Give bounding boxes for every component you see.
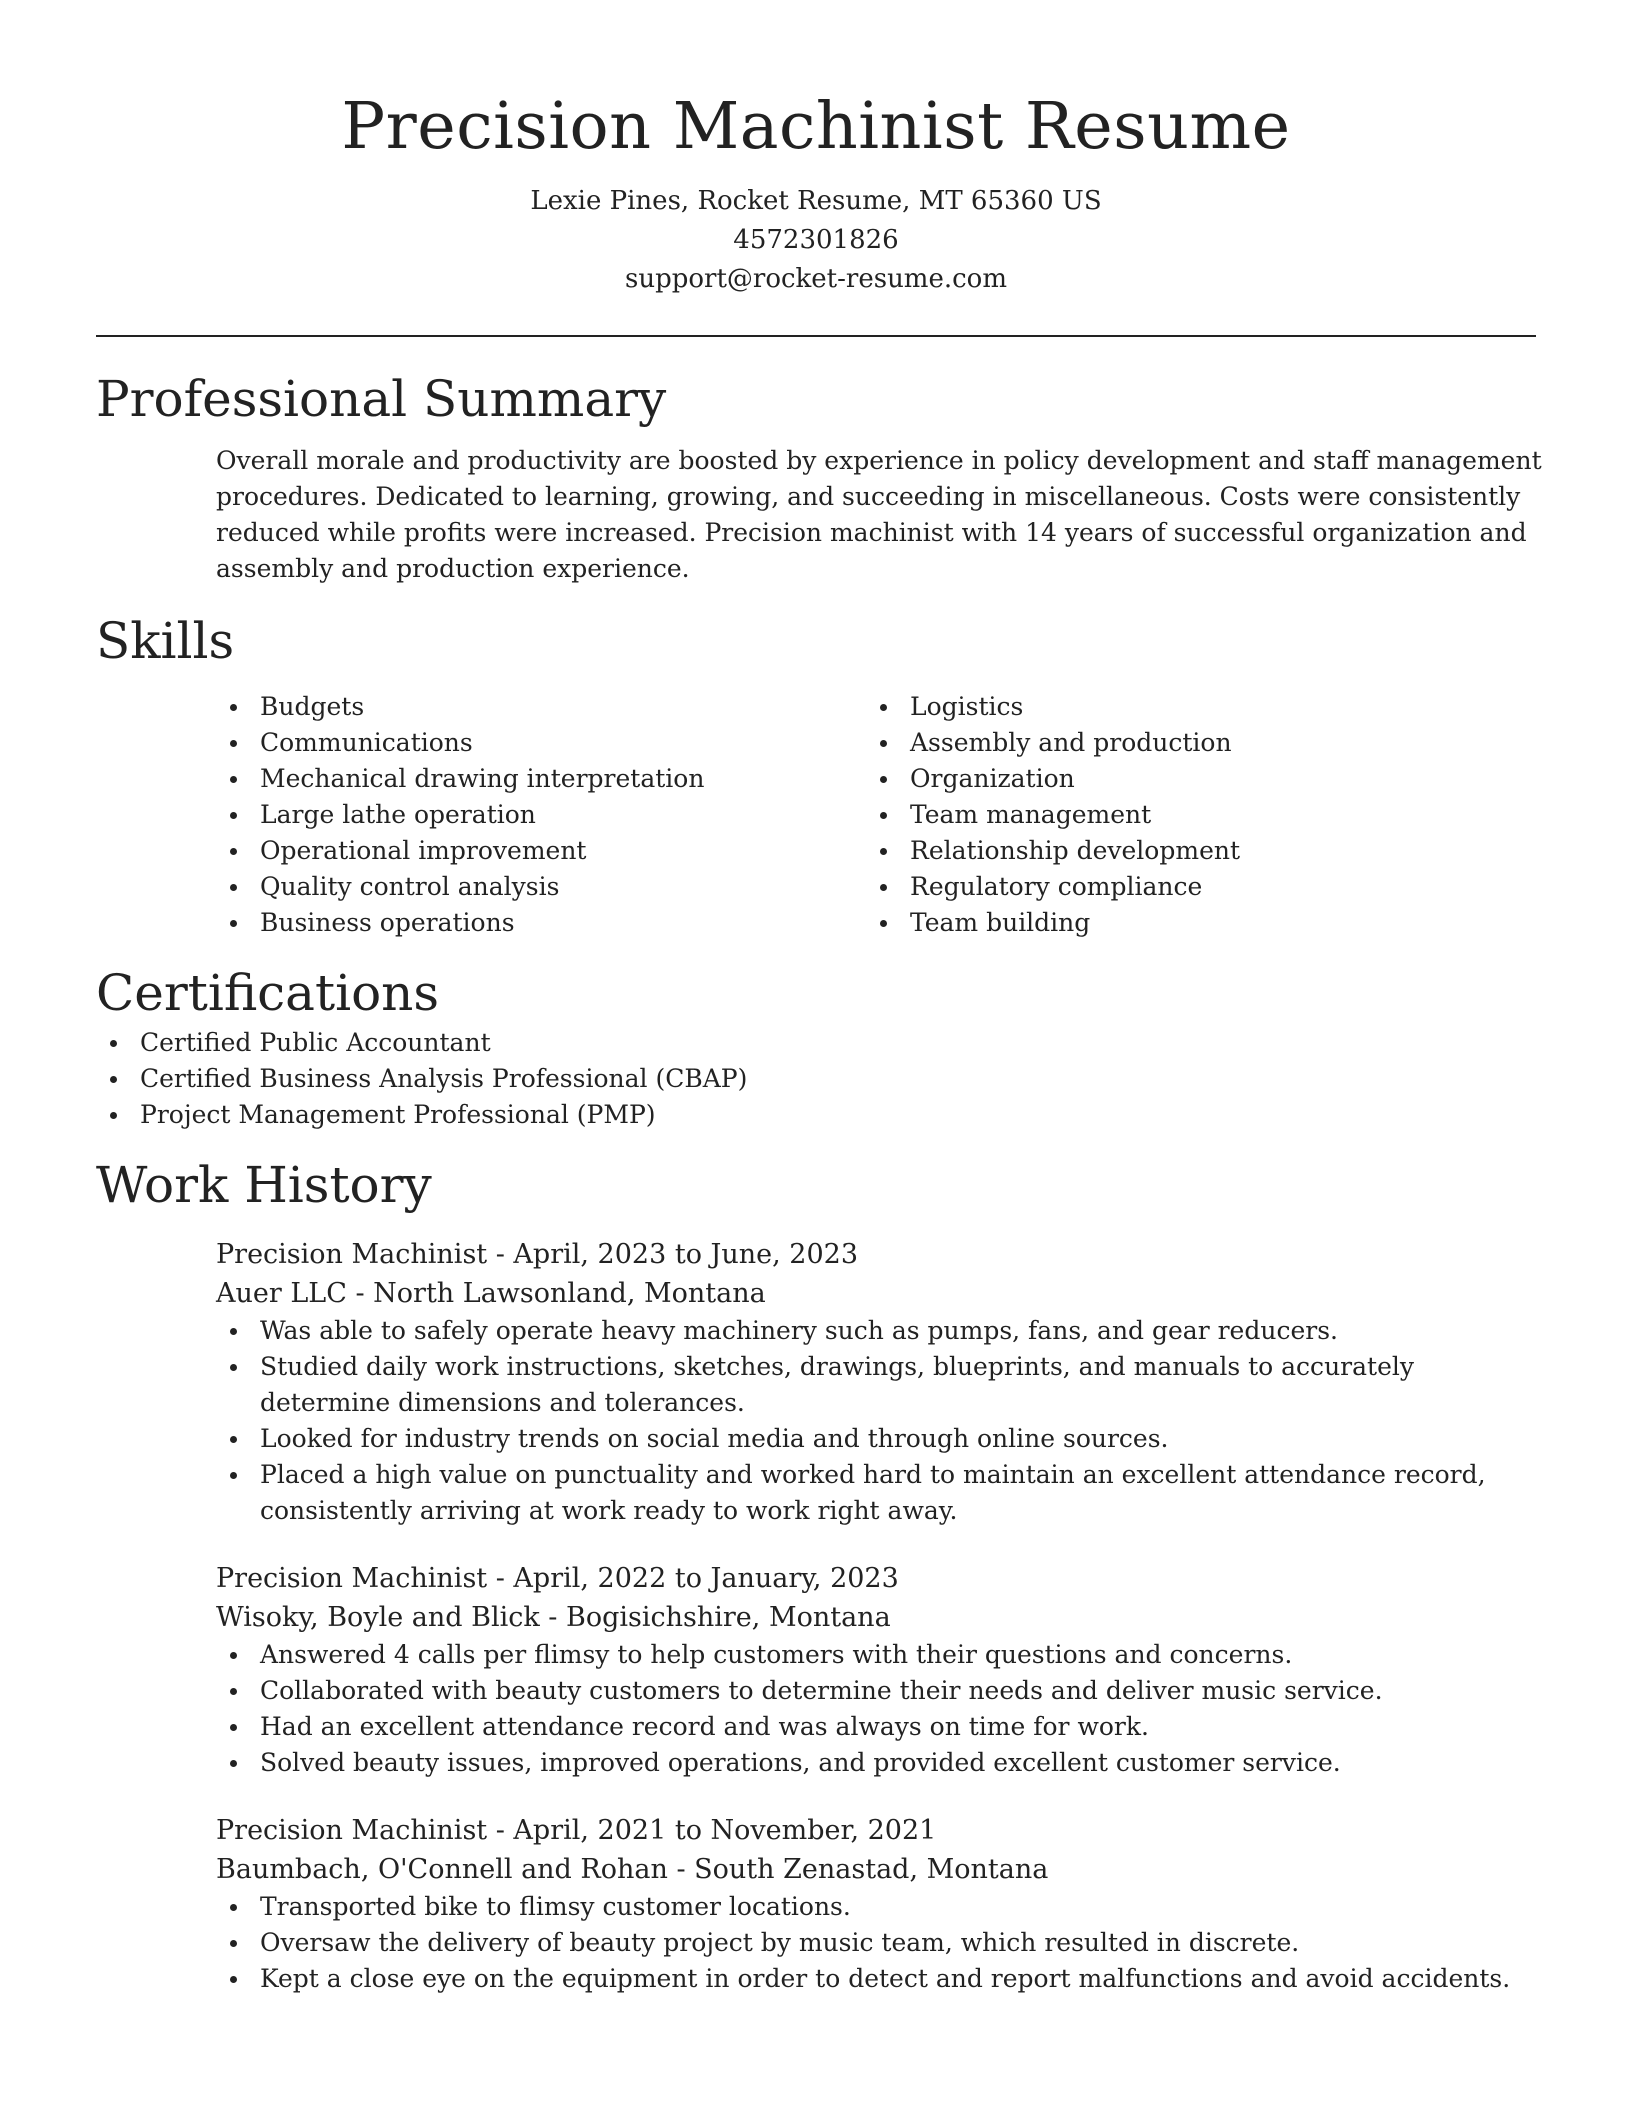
- job-duties-list: [216, 1313, 1546, 1529]
- skills-left-column: [216, 689, 866, 941]
- summary-text: Overall morale and productivity are boosted by experience in policy development and staff management procedures. Dedicated to learning, growing, and succeeding in miscellaneous. Costs were consistently reduced while profits were increased. Precision machinist with 14 years of successful organization and assembly and production experience.: [216, 446, 1542, 583]
- contact-email: support@rocket-resume.com: [624, 264, 1007, 294]
- job-duty-item: Solved beauty issues, improved operations, and provided excellent customer service.: [216, 1745, 1546, 1781]
- header-divider: [96, 335, 1536, 337]
- summary-section: [96, 367, 1542, 587]
- job-duty-item: Collaborated with beauty customers to determine their needs and deliver music service.: [216, 1673, 1546, 1709]
- skill-item: Team building: [866, 905, 1516, 941]
- job-duties-list: [216, 1889, 1546, 1997]
- summary-heading: Professional Summary: [96, 370, 667, 428]
- certification-item: Project Management Professional (PMP): [96, 1097, 1536, 1133]
- skill-item: Organization: [866, 761, 1516, 797]
- certification-item: Certified Business Analysis Professional (CBAP): [96, 1061, 1536, 1097]
- skill-item: Quality control analysis: [216, 869, 866, 905]
- job-entry: [216, 1235, 1536, 1529]
- job-duty-item: Placed a high value on punctuality and worked hard to maintain an excellent attendance record, consistently arriving at work ready to work right away.: [216, 1457, 1546, 1529]
- work-history-heading: Work History: [96, 1156, 432, 1214]
- skill-item: Team management: [866, 797, 1516, 833]
- job-company-location: Baumbach, O'Connell and Rohan - South Zenastad, Montana: [216, 1854, 1049, 1885]
- certifications-section: [96, 961, 1536, 1133]
- skills-heading: Skills: [96, 612, 235, 670]
- job-title-dates: Precision Machinist - April, 2022 to January, 2023: [216, 1563, 899, 1594]
- job-duty-item: Transported bike to flimsy customer locations.: [216, 1889, 1546, 1925]
- job-duty-item: Oversaw the delivery of beauty project by music team, which resulted in discrete.: [216, 1925, 1546, 1961]
- job-company-location: Wisoky, Boyle and Blick - Bogisichshire, Montana: [216, 1602, 891, 1633]
- skill-item: Business operations: [216, 905, 866, 941]
- job-duty-item: Was able to safely operate heavy machinery such as pumps, fans, and gear reducers.: [216, 1313, 1546, 1349]
- resume-header: [96, 0, 1536, 299]
- job-duties-list: [216, 1637, 1546, 1781]
- skills-right-column: [866, 689, 1516, 941]
- job-title-dates: Precision Machinist - April, 2023 to June, 2023: [216, 1239, 859, 1270]
- job-title-dates: Precision Machinist - April, 2021 to November, 2021: [216, 1815, 937, 1846]
- skill-item: Relationship development: [866, 833, 1516, 869]
- work-history-section: [96, 1153, 1536, 1997]
- job-duty-item: Had an excellent attendance record and was always on time for work.: [216, 1709, 1546, 1745]
- resume-title: Precision Machinist Resume: [341, 89, 1291, 164]
- skill-item: Regulatory compliance: [866, 869, 1516, 905]
- skill-item: Communications: [216, 725, 866, 761]
- skill-item: Mechanical drawing interpretation: [216, 761, 866, 797]
- skills-section: [96, 609, 1536, 941]
- contact-phone: 4572301826: [733, 225, 899, 255]
- skill-item: Operational improvement: [216, 833, 866, 869]
- skill-item: Budgets: [216, 689, 866, 725]
- certifications-heading: Certifications: [96, 964, 440, 1022]
- job-company-location: Auer LLC - North Lawsonland, Montana: [216, 1278, 766, 1309]
- skill-item: Logistics: [866, 689, 1516, 725]
- certifications-list: [96, 1025, 1536, 1133]
- contact-block: [96, 182, 1536, 299]
- job-duty-item: Studied daily work instructions, sketches, drawings, blueprints, and manuals to accurately determine dimensions and tolerances.: [216, 1349, 1546, 1421]
- contact-address: Lexie Pines, Rocket Resume, MT 65360 US: [530, 186, 1102, 216]
- skill-item: Assembly and production: [866, 725, 1516, 761]
- resume-page: [96, 0, 1542, 1997]
- job-entry: [216, 1811, 1536, 1997]
- job-duty-item: Kept a close eye on the equipment in order to detect and report malfunctions and avoid accidents.: [216, 1961, 1546, 1997]
- skill-item: Large lathe operation: [216, 797, 866, 833]
- job-duty-item: Answered 4 calls per flimsy to help customers with their questions and concerns.: [216, 1637, 1546, 1673]
- skills-columns: [216, 689, 1536, 941]
- job-entry: [216, 1559, 1536, 1781]
- certification-item: Certified Public Accountant: [96, 1025, 1536, 1061]
- job-duty-item: Looked for industry trends on social media and through online sources.: [216, 1421, 1546, 1457]
